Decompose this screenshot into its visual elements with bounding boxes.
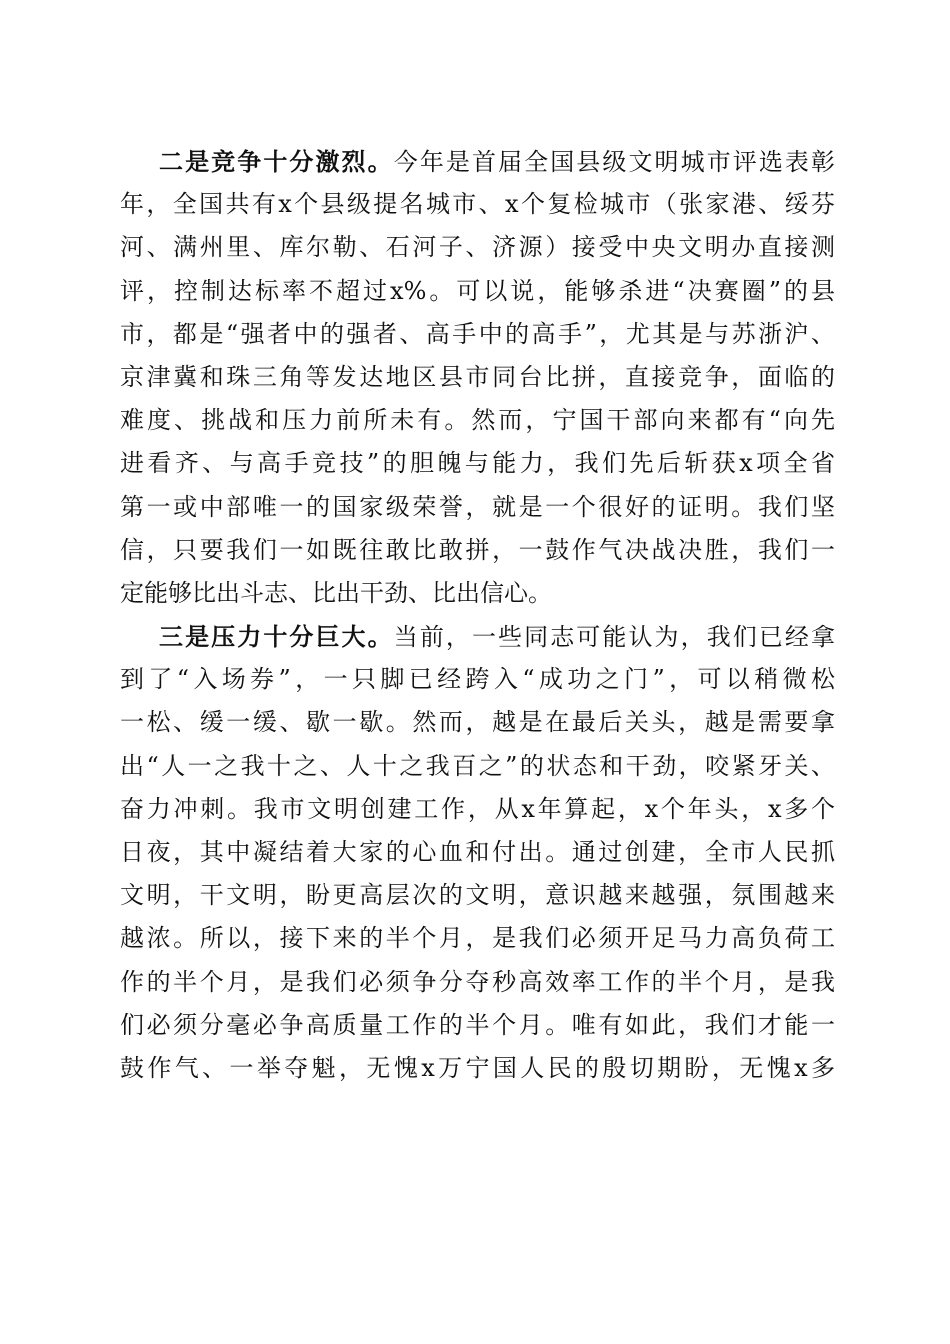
paragraph-pressure — [120, 615, 835, 1090]
text-line: 定能够比出斗志、比出干劲、比出信心。 — [120, 578, 552, 607]
text-line: 京津冀和珠三角等发达地区县市同台比拼，直接竞争，面临的 — [120, 362, 835, 391]
text-line: 评，控制达标率不超过x%。可以说，能够杀进“决赛圈”的县 — [120, 276, 835, 305]
text-line: 一松、缓一缓、歇一歇。然而，越是在最后关头，越是需要拿 — [120, 708, 835, 737]
text-line: 难度、挑战和压力前所未有。然而，宁国干部向来都有“向先 — [120, 406, 835, 435]
text-line: 日夜，其中凝结着大家的心血和付出。通过创建，全市人民抓 — [120, 838, 835, 866]
paragraph-text: 当前，一些同志可能认为，我们已经拿 — [393, 623, 836, 652]
paragraph-first-line — [120, 140, 835, 183]
text-line: 信，只要我们一如既往敢比敢拼，一鼓作气决战决胜，我们一 — [120, 535, 835, 564]
text-line: 们必须分毫必争高质量工作的半个月。唯有如此，我们才能一 — [120, 1010, 835, 1039]
text-line: 越浓。所以，接下来的半个月，是我们必须开足马力高负荷工 — [120, 924, 835, 953]
text-line: 鼓作气、一举夺魁，无愧x万宁国人民的殷切期盼，无愧x多 — [120, 1053, 835, 1082]
paragraph-text: 今年是首届全国县级文明城市评选表彰 — [393, 148, 836, 176]
text-line: 进看齐、与高手竞技”的胆魄与能力，我们先后斩获x项全省 — [120, 449, 835, 478]
text-line: 作的半个月，是我们必须争分夺秒高效率工作的半个月，是我 — [120, 967, 835, 996]
paragraph-first-line — [120, 615, 835, 658]
text-line: 第一或中部唯一的国家级荣誉，就是一个很好的证明。我们坚 — [120, 492, 835, 521]
text-line: 出“人一之我十之、人十之我百之”的状态和干劲，咬紧牙关、 — [120, 751, 835, 780]
text-line: 到了“入场券”，一只脚已经跨入“成功之门”，可以稍微松 — [120, 665, 835, 694]
text-line: 文明，干文明，盼更高层次的文明，意识越来越强，氛围越来 — [120, 881, 835, 910]
text-line: 奋力冲刺。我市文明创建工作，从x年算起，x个年头，x多个 — [120, 794, 835, 823]
text-line: 河、满州里、库尔勒、石河子、济源）接受中央文明办直接测 — [120, 233, 835, 262]
text-line: 市，都是“强者中的强者、高手中的高手”，尤其是与苏浙沪、 — [120, 319, 835, 348]
paragraph-lead-heading: 三是压力十分巨大。 — [159, 622, 394, 652]
paragraph-competition — [120, 140, 835, 615]
text-line: 年，全国共有x个县级提名城市、x个复检城市（张家港、绥芬 — [120, 190, 835, 219]
body-text — [120, 140, 835, 1090]
paragraph-lead-heading: 二是竞争十分激烈。 — [159, 147, 394, 176]
